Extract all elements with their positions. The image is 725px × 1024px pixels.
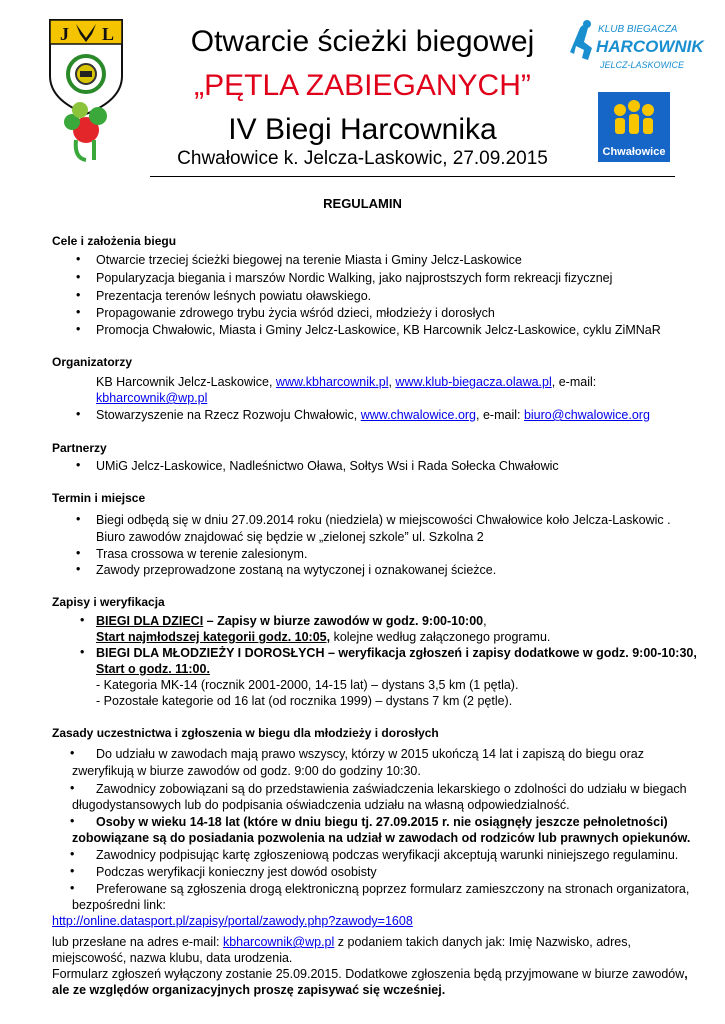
chwalowice-logo <box>598 92 670 162</box>
partnerzy-heading: Partnerzy <box>52 441 107 455</box>
bullet: • <box>70 864 75 878</box>
bullet: • <box>76 305 81 319</box>
zasady-3a: Osoby w wieku 14-18 lat (które w dniu biegu tj. 27.09.2015 r. nie osiągnęły jeszcze pełnoletności) <box>96 815 668 829</box>
subtitle: Chwałowice k. Jelcza-Laskowic, 27.09.2015 <box>177 148 548 169</box>
bullet: • <box>70 881 75 895</box>
zasady-p1: lub przesłane na adres e-mail: kbharcownik@wp.pl z podaniem takich danych jak: Imię Nazwisko, adres, <box>52 935 631 949</box>
zapisy-mlodziez-start: Start o godz. 11:00. <box>96 662 210 676</box>
organizator-kb: KB Harcownik Jelcz-Laskowice, www.kbharcownik.pl, www.klub-biegacza.olawa.pl, e-mail: <box>96 375 597 389</box>
title-line-2: „PĘTLA ZABIEGANYCH” <box>194 69 531 102</box>
zasady-1b: zweryfikują w biurze zawodów od godz. 9:00 do godziny 10:30. <box>72 764 421 778</box>
title-line-3: IV Biegi Harcownika <box>228 113 497 146</box>
chwalowice-logo-label: Chwałowice <box>602 146 666 158</box>
zapisy-pozostale: - Pozostałe kategorie od 16 lat (od rocznika 1999) – dystans 7 km (2 pętle). <box>96 694 513 708</box>
termin-item-2: Trasa crossowa w terenie zalesionym. <box>96 547 308 561</box>
termin-item-1a: Biegi odbędą się w dniu 27.09.2014 roku (niedziela) w miejscowości Chwałowice koło Jelcza-Laskowic . <box>96 513 671 527</box>
kb-website-link-2[interactable]: www.klub-biegacza.olawa.pl <box>395 375 552 389</box>
cele-item-1: Otwarcie trzeciej ścieżki biegowej na terenie Miasta i Gminy Jelcz-Laskowice <box>96 253 522 267</box>
people-icon <box>598 92 670 142</box>
svg-text:HARCOWNIK: HARCOWNIK <box>596 37 704 56</box>
bullet: • <box>76 288 81 302</box>
kb-email-link[interactable]: kbharcownik@wp.pl <box>96 391 208 405</box>
zasady-5: Podczas weryfikacji konieczny jest dowód osobisty <box>96 865 377 879</box>
header-divider <box>150 176 675 177</box>
organizator-stowarzyszenie: Stowarzyszenie na Rzecz Rozwoju Chwałowic, www.chwalowice.org, e-mail: biuro@chwalowice.org <box>96 408 650 422</box>
zasady-1a: Do udziału w zawodach mają prawo wszyscy, którzy w 2015 ukończą 14 lat i zapiszą do biegu oraz <box>96 747 644 761</box>
bullet: • <box>76 458 81 472</box>
organizator-kb-email-line <box>96 390 207 406</box>
chwalowice-website-link[interactable]: www.chwalowice.org <box>360 408 477 422</box>
svg-text:KLUB BIEGACZA: KLUB BIEGACZA <box>598 24 678 35</box>
bullet: • <box>76 562 81 576</box>
partnerzy-item: UMiG Jelcz-Laskowice, Nadleśnictwo Oława, Sołtys Wsi i Rada Sołecka Chwałowic <box>96 459 559 473</box>
bullet: • <box>76 512 81 526</box>
svg-text:L: L <box>102 24 115 44</box>
bullet: • <box>76 322 81 336</box>
bullet: • <box>80 613 85 627</box>
svg-text:JELCZ-LASKOWICE: JELCZ-LASKOWICE <box>600 60 685 70</box>
zasady-4: Zawodnicy podpisując kartę zgłoszeniową podczas weryfikacji akceptują warunki niniejszego regulaminu. <box>96 848 679 862</box>
termin-item-1b: Biuro zawodów znajdować się będzie w „zielonej szkole” ul. Szkolna 2 <box>96 530 484 544</box>
cele-item-4: Propagowanie zdrowego trybu życia wśród dzieci, młodzieży i dorosłych <box>96 306 495 320</box>
regulamin-heading: REGULAMIN <box>323 196 402 211</box>
zapisy-heading: Zapisy i weryfikacja <box>52 595 165 609</box>
cele-heading: Cele i założenia biegu <box>52 234 177 248</box>
bullet: • <box>70 781 75 795</box>
zapisy-dzieci: BIEGI DLA DZIECI – Zapisy w biurze zawodów w godz. 9:00-10:00, <box>96 614 487 628</box>
zapisy-dzieci-start: Start najmłodszej kategorii godz. 10:05, kolejne według załączonego programu. <box>96 630 551 644</box>
zasady-2a: Zawodnicy zobowiązani są do przedstawienia zaświadczenia lekarskiego o zdolności do udziału w biegach <box>96 782 687 796</box>
bullet: • <box>80 645 85 659</box>
zasady-3b: zobowiązane są do posiadania pozwolenia na udział w zawodach od rodziców lub prawnych opiekunów. <box>72 831 691 845</box>
bullet: • <box>76 407 81 421</box>
termin-heading: Termin i miejsce <box>52 491 146 505</box>
svg-text:J: J <box>60 24 69 44</box>
zapisy-link-line <box>52 913 413 929</box>
zasady-heading: Zasady uczestnictwa i zgłoszenia w biegu dla młodzieży i dorosłych <box>52 726 439 740</box>
termin-item-3: Zawody przeprowadzone zostaną na wytyczonej i oznakowanej ścieżce. <box>96 563 497 577</box>
bullet: • <box>70 814 75 828</box>
bullet: • <box>70 847 75 861</box>
zapisy-mk14: - Kategoria MK-14 (rocznik 2001-2000, 14-15 lat) – dystans 3,5 km (1 pętla). <box>96 678 519 692</box>
cele-item-3: Prezentacja terenów leśnych powiatu oławskiego. <box>96 289 372 303</box>
kb-website-link-1[interactable]: www.kbharcownik.pl <box>275 375 389 389</box>
zapisy-mlodziez: BIEGI DLA MŁODZIEŻY I DOROSŁYCH – weryfikacja zgłoszeń i zapisy dodatkowe w godz. 9:00-10:30, <box>96 646 697 660</box>
zasady-6b: bezpośredni link: <box>72 898 166 912</box>
bullet: • <box>76 546 81 560</box>
zasady-p2: miejscowość, nazwa klubu, data urodzenia. <box>52 951 293 965</box>
klub-biegacza-harcownik-logo <box>570 18 704 84</box>
zasady-p3: Formularz zgłoszeń wyłączony zostanie 25.09.2015. Dodatkowe zgłoszenia będą przyjmowane w biurze zawodów, <box>52 967 688 981</box>
title-line-1: Otwarcie ścieżki biegowej <box>190 25 535 58</box>
bullet: • <box>76 270 81 284</box>
zasady-p4: ale ze względów organizacyjnych proszę zapisywać się wcześniej. <box>52 983 446 997</box>
bullet: • <box>76 252 81 266</box>
bullet: • <box>70 746 75 760</box>
chwalowice-email-link[interactable]: biuro@chwalowice.org <box>523 408 650 422</box>
kb-email-link-2[interactable]: kbharcownik@wp.pl <box>222 935 335 949</box>
datasport-registration-link[interactable]: http://online.datasport.pl/zapisy/portal/zawody.php?zawody=1608 <box>52 914 413 928</box>
zasady-6a: Preferowane są zgłoszenia drogą elektroniczną poprzez formularz zamieszczony na stronach organizatora, <box>96 882 690 896</box>
organizatorzy-heading: Organizatorzy <box>52 355 133 369</box>
jelcz-laskowice-crest-logo <box>46 18 126 168</box>
cele-item-2: Popularyzacja biegania i marszów Nordic Walking, jako najprostszych form rekreacji fizycznej <box>96 271 613 285</box>
zasady-2b: długodystansowych lub do podpisania oświadczenia udziału na własną odpowiedzialność. <box>72 798 570 812</box>
cele-item-5: Promocja Chwałowic, Miasta i Gminy Jelcz-Laskowice, KB Harcownik Jelcz-Laskowice, cyklu ZiMNaR <box>96 323 661 337</box>
